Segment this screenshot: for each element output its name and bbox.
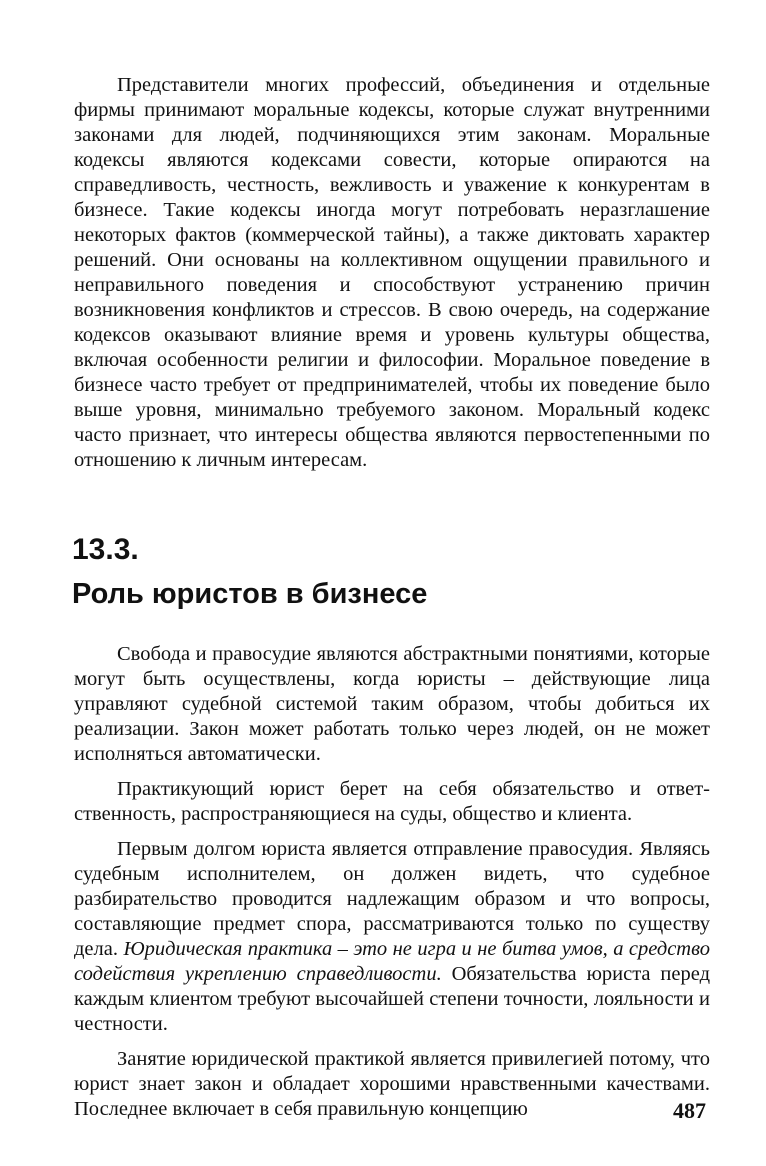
paragraph-first-duty-italic: Юридическая практика – это не игра и не битва умов, а средство содействия укреплению справедливости.	[74, 938, 710, 985]
intro-paragraph: Представители многих профессий, объединения и отдельные фирмы принимают моральные кодексы, которые служат внутренними законами для людей, подчиняющихся этим законам. Моральные кодексы являются кодексами совести, которые опираются на справедливость, честность, вежливость и уважение к конкурентам в бизнесе. Такие кодексы иногда могут потребовать неразглашение некоторых фактов (коммерческой тайны), а также диктовать характер решений. Они основаны на коллективном ощущении правильного и неправильного поведения и способствуют устранению причин возникновения конфликтов и стрессов. В свою очередь, на содержание кодексов оказывают влияние время и уровень культуры общества, включая особенности религии и философии. Моральное поведение в бизнесе часто требует от предпринимателей, чтобы их поведение было выше уровня, минимально требуемого законом. Моральный кодекс часто признает, что интересы общества являются первостепенными по отношению к личным интересам.	[74, 74, 710, 471]
paragraph-freedom-justice: Свобода и правосудие являются абстрактными понятиями, которые могут быть осуществлены, когда юристы – действующие лица управляют судебной системой таким образом, чтобы добиться их реализации. Закон может работать только через людей, он не может исполняться автоматически.	[74, 643, 710, 765]
intro-section	[74, 73, 710, 473]
paragraph-privilege: Занятие юридической практикой является привилегией потому, что юрист знает закон и обладает хорошими нравственными качествами. Последнее включает в себя правильную концепцию	[74, 1048, 710, 1120]
paragraph-practicing-lawyer: Практикующий юрист берет на себя обязательство и ответственность, распространяющиеся на суды, общество и клиента.	[74, 778, 710, 825]
section-number: 13.3.	[72, 533, 139, 566]
section-body	[74, 642, 710, 1122]
page-number: 487	[673, 1098, 706, 1123]
section-title: Роль юристов в бизнесе	[72, 578, 428, 610]
paragraph-first-duty-start: Первым долгом юриста является отправление правосудия. Являясь судебным исполнителем, он должен видеть, что судебное разбирательство проводится надлежащим образом и что вопросы, составляющие предмет спора, рассматриваются только по существу дела.	[74, 838, 710, 960]
paragraph-first-duty-end: Обязательства юриста перед каждым клиентом требуют высочайшей степени точности, лояльности и честности.	[74, 963, 710, 1035]
paragraph-first-duty	[74, 837, 710, 1037]
